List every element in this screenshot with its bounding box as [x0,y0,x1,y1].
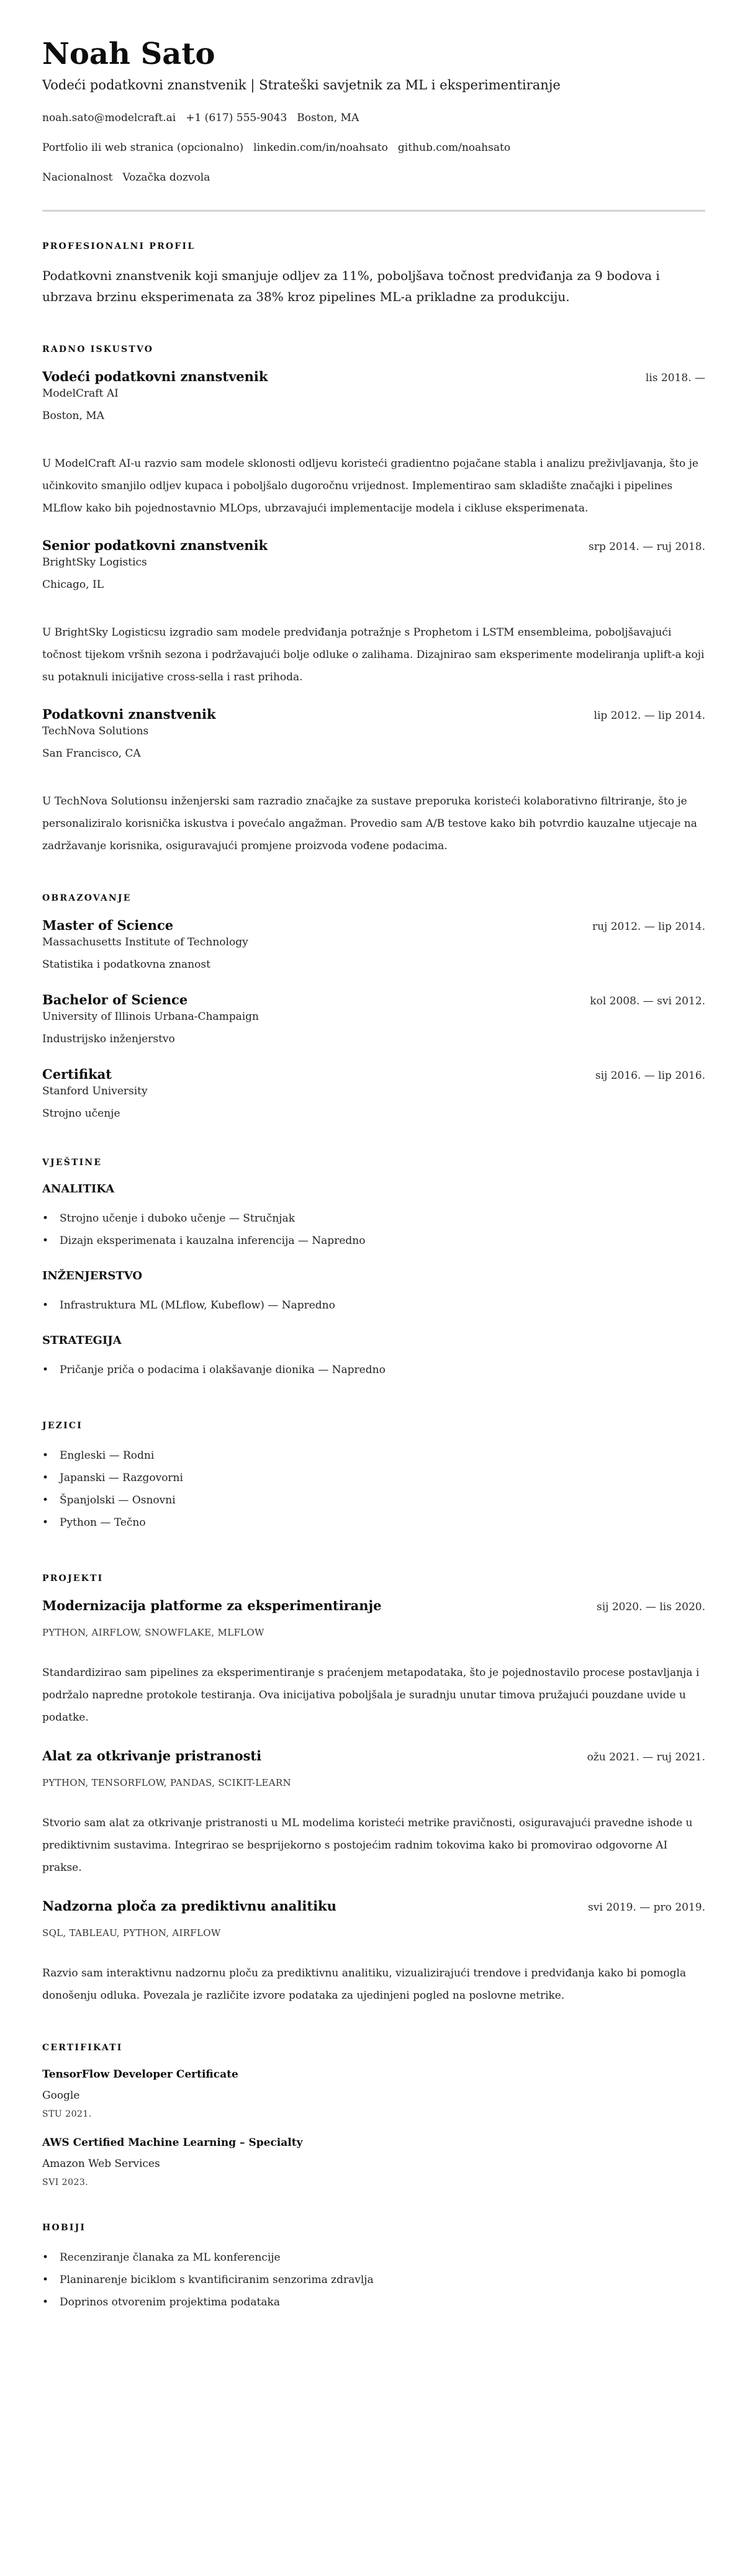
degree-title: Bachelor of Science [42,992,188,1007]
section-title-languages: JEZICI [42,1421,83,1431]
project-tech-stack: SQL, TABLEAU, PYTHON, AIRFLOW [42,1927,221,1939]
job-description: U BrightSky Logisticsu izgradio sam modele predviđanja potražnje s Prophetom i LSTM ensembleima, poboljšavajući točnost tijekom vršnih sezona i podržavajući bolje odluke o zalihama. Dizajnirao sam eksperimente modeliranja uplift-a koji su potaknuli inicijative cross-sella i rast prihoda. [42,626,705,683]
job-location: San Francisco, CA [42,747,141,760]
section-languages [42,1420,705,1534]
skill-item: • Infrastruktura ML (MLflow, Kubeflow) — Napredno [60,1294,705,1317]
education-entry [42,991,705,1047]
hobby-item: • Planinarenje biciklom s kvantificiranim senzorima zdravlja [60,2269,705,2291]
contact-row-primary [42,110,705,125]
job-title: Senior podatkovni znanstvenik [42,538,268,553]
skill-group-title: ANALITIKA [42,1182,115,1196]
section-certificates [42,2042,705,2189]
section-title-education: OBRAZOVANJE [42,893,132,903]
email-link[interactable]: noah.sato@modelcraft.ai [42,112,176,124]
education-dates: ruj 2012. — lip 2014. [592,921,705,933]
job-description: U TechNova Solutionsu inženjerski sam razradio značajke za sustave preporuka koristeći kolaborativno filtriranje, što je personaliziralo korisnička iskustva i povećalo angažman. Provedio sam A/B testove kako bih potvrdio kauzalne utjecaje na zadržavanje korisnika, osiguravajući promjene proizvoda vođene podacima. [42,795,697,852]
contact-row-extra [42,170,705,185]
education-dates: sij 2016. — lip 2016. [595,1070,705,1082]
experience-entry [42,706,705,857]
section-experience [42,343,705,857]
skill-item: • Strojno učenje i duboko učenje — Stručnjak [60,1207,705,1230]
job-location: Boston, MA [42,410,104,422]
school-name: Stanford University [42,1085,148,1097]
field-of-study: Statistika i podatkovna znanost [42,958,210,971]
section-title-hobbies: HOBIJI [42,2223,86,2233]
github-link[interactable]: github.com/noahsato [397,142,511,154]
phone-number[interactable]: +1 (617) 555-9043 [186,112,287,124]
company-name: BrightSky Logistics [42,556,147,569]
project-name: Modernizacija platforme za eksperimentiranje [42,1598,382,1613]
section-skills [42,1156,705,1381]
project-tech-stack: PYTHON, AIRFLOW, SNOWFLAKE, MLFLOW [42,1627,264,1638]
skill-group-title: STRATEGIJA [42,1334,122,1347]
certificate-entry [42,2135,705,2189]
section-education [42,892,705,1122]
drivers-license: Vozačka dozvola [122,171,210,184]
certificate-entry [42,2066,705,2121]
school-name: Massachusetts Institute of Technology [42,936,248,948]
job-dates: lis 2018. — [645,372,705,384]
language-list [42,1444,705,1534]
language-item: • Španjolski — Osnovni [60,1489,705,1511]
header-divider [42,210,705,212]
project-name: Alat za otkrivanje pristranosti [42,1748,262,1763]
portfolio-link[interactable]: Portfolio ili web stranica (opcionalno) [42,142,244,154]
skill-item: • Pričanje priča o podacima i olakšavanje dionika — Napredno [60,1359,705,1381]
candidate-headline: Vodeći podatkovni znanstvenik | Strateški savjetnik za ML i eksperimentiranje [42,78,561,92]
project-entry [42,1597,705,1729]
section-projects [42,1572,705,2007]
job-dates: lip 2012. — lip 2014. [594,709,705,722]
project-description: Stvorio sam alat za otkrivanje pristranosti u ML modelima koristeći metrike pravičnosti, osiguravajući pravedne ishode u prediktivnim sustavima. Integrirao se besprijekorno s postojećim radnim tokovima kako bi promovirao odgovorne AI prakse. [42,1817,693,1874]
language-item: • Python — Tečno [60,1511,705,1534]
certificate-date: SVI 2023. [42,2177,89,2187]
company-name: TechNova Solutions [42,725,149,737]
field-of-study: Strojno učenje [42,1107,120,1120]
field-of-study: Industrijsko inženjerstvo [42,1033,175,1045]
experience-entry [42,368,705,520]
section-title-experience: RADNO ISKUSTVO [42,345,154,354]
education-entry [42,1066,705,1122]
project-dates: sij 2020. — lis 2020. [597,1601,705,1613]
job-description: U ModelCraft AI-u razvio sam modele sklonosti odljevu koristeći gradientno pojačane stabla i analizu preživljavanja, što je učinkovito smanjilo odljev kupaca i poboljšalo dugoročnu vrijednost. Implementirao sam skladište značajki i pipelines MLflow kako bih pojednostavnio MLOps, ubrzavajući implementacije modela i cikluse eksperimenata. [42,457,698,515]
job-dates: srp 2014. — ruj 2018. [588,541,705,553]
skill-list [42,1359,705,1381]
job-title: Podatkovni znanstvenik [42,706,216,722]
location: Boston, MA [297,112,359,124]
skill-list [42,1207,705,1252]
certificate-date: STU 2021. [42,2109,92,2119]
experience-entry [42,537,705,688]
project-description: Standardizirao sam pipelines za eksperimentiranje s praćenjem metapodataka, što je pojednostavilo procese postavljanja i podržalo napredne protokole testiranja. Ova inicijativa poboljšala je suradnju unutar timova pružajući pouzdane uvide u podatke. [42,1667,700,1724]
certificate-name: AWS Certified Machine Learning – Specialty [42,2137,303,2149]
skill-group [42,1181,705,1252]
project-tech-stack: PYTHON, TENSORFLOW, PANDAS, SCIKIT-LEARN [42,1777,291,1788]
skill-group [42,1268,705,1317]
education-dates: kol 2008. — svi 2012. [590,995,705,1007]
skill-list [42,1294,705,1317]
job-title: Vodeći podatkovni znanstvenik [42,369,268,384]
contact-row-links [42,140,705,155]
language-item: • Engleski — Rodni [60,1444,705,1467]
school-name: University of Illinois Urbana-Champaign [42,1011,260,1023]
hobby-list [42,2246,705,2313]
language-item: • Japanski — Razgovorni [60,1467,705,1489]
hobby-item: • Recenziranje članaka za ML konferencije [60,2246,705,2269]
project-name: Nadzorna ploča za prediktivnu analitiku [42,1898,336,1914]
degree-title: Certifikat [42,1066,112,1082]
candidate-name: Noah Sato [42,37,215,71]
hobby-item: • Doprinos otvorenim projektima podataka [60,2291,705,2313]
skill-group-title: INŽENJERSTVO [42,1269,143,1282]
certificate-issuer: Google [42,2089,80,2102]
section-title-certificates: CERTIFIKATI [42,2043,123,2053]
project-entry [42,1898,705,2007]
section-title-skills: VJEŠTINE [42,1158,102,1168]
section-hobbies [42,2222,705,2313]
linkedin-link[interactable]: linkedin.com/in/noahsato [253,142,388,154]
certificate-issuer: Amazon Web Services [42,2158,160,2170]
project-dates: svi 2019. — pro 2019. [588,1901,705,1914]
project-description: Razvio sam interaktivnu nadzornu ploču za prediktivnu analitiku, vizualizirajući trendove i predviđanja kako bi pomogla donošenju odluka. Povezala je različite izvore podataka za ujedinjeni pogled na poslovne metrike. [42,1967,687,2002]
section-title-profile: PROFESIONALNI PROFIL [42,241,196,251]
section-title-projects: PROJEKTI [42,1574,104,1583]
profile-summary: Podatkovni znanstvenik koji smanjuje odljev za 11%, poboljšava točnost predviđanja za 9 bodova i ubrzava brzinu eksperimenata za 38% kroz pipelines ML-a prikladne za produkciju. [42,268,660,304]
job-location: Chicago, IL [42,579,104,591]
resume-header [42,36,705,185]
project-entry [42,1747,705,1879]
degree-title: Master of Science [42,917,174,933]
skill-group [42,1333,705,1381]
education-entry [42,917,705,973]
project-dates: ožu 2021. — ruj 2021. [587,1751,705,1763]
company-name: ModelCraft AI [42,387,119,400]
skill-item: • Dizajn eksperimenata i kauzalna inferencija — Napredno [60,1230,705,1252]
section-profile [42,240,705,307]
nationality: Nacionalnost [42,171,113,184]
certificate-name: TensorFlow Developer Certificate [42,2068,238,2081]
